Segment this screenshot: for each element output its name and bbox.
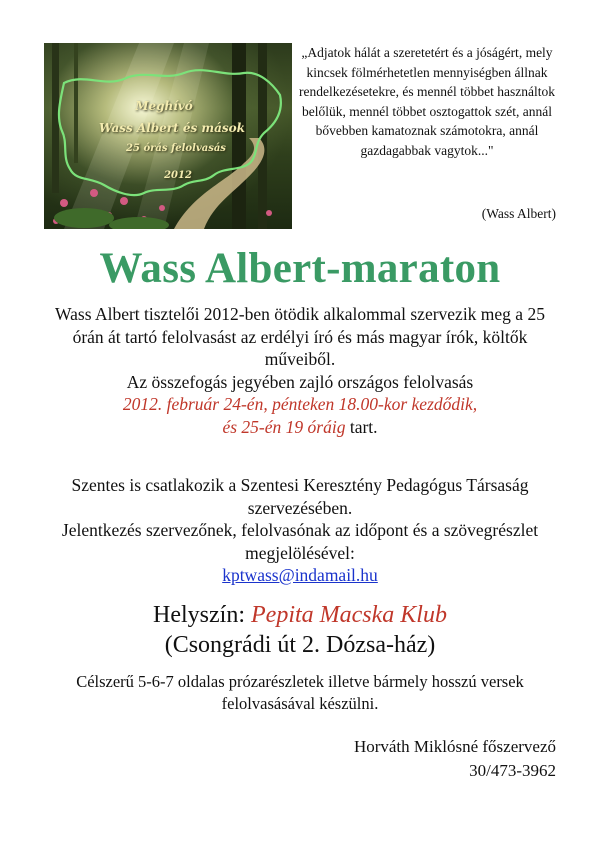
event-date-end: és 25-én 19 óráig: [222, 416, 346, 437]
quote-author: (Wass Albert): [481, 206, 556, 221]
poster-image-heading: Meghívó: [135, 99, 193, 113]
poster-image: [44, 43, 292, 229]
venue-address: (Csongrádi út 2. Dózsa-ház): [164, 632, 436, 658]
poster-image-subtitle: 25 órás felolvasás: [126, 143, 226, 154]
email-link[interactable]: kptwass@indamail.hu: [222, 565, 378, 585]
organization-paragraph: [40, 474, 560, 587]
location-label: Helyszín:: [153, 602, 251, 628]
note-text: Célszerű 5-6-7 oldalas prózarészletek illetve bármely hosszú versek felolvasásával készülni.: [76, 672, 524, 713]
forest-map-illustration: [44, 43, 292, 229]
quote-text: „Adjatok hálát a szeretetért és a jóságért, mely kincsek fölmérhetetlen mennyiségben állnak rendelkezésetekre, és mennél többet használtok belőlük, mennél többet osztogattok szét, annál bővebben kamatoznak számotokra, annál gazdagabbak vagytok...": [298, 45, 555, 158]
event-date-line: [40, 416, 560, 439]
venue-name: Pepita Macska Klub: [251, 602, 447, 628]
page-title: Wass Albert-maraton: [99, 245, 501, 292]
intro-paragraph: [40, 303, 560, 438]
event-date-suffix: tart.: [345, 416, 378, 437]
organizer-name: Horváth Miklósné főszervező: [353, 737, 556, 756]
intro-text-2: Az összefogás jegyében zajló országos felolvasás: [126, 371, 474, 392]
poster-image-year: 2012: [164, 170, 192, 181]
intro-text: Wass Albert tisztelői 2012-ben ötödik alkalommal szervezik meg a 25 órán át tartó felolvasást az erdélyi író és más magyar írók, költők műveiből.: [55, 304, 545, 369]
organizer-phone: 30/473-3962: [469, 761, 556, 780]
poster-image-title: Wass Albert és mások: [99, 121, 245, 135]
event-date-start: 2012. február 24-én, pénteken 18.00-kor kezdődik,: [122, 394, 478, 414]
registration-text: Jelentkezés szervezőnek, felolvasónak az időpont és a szövegrészlet megjelölésével:: [61, 520, 539, 563]
contact-block: [300, 735, 556, 783]
location-line: [0, 601, 600, 629]
organization-text: Szentes is csatlakozik a Szentesi Keresztény Pedagógus Társaság szervezésében.: [71, 475, 529, 518]
